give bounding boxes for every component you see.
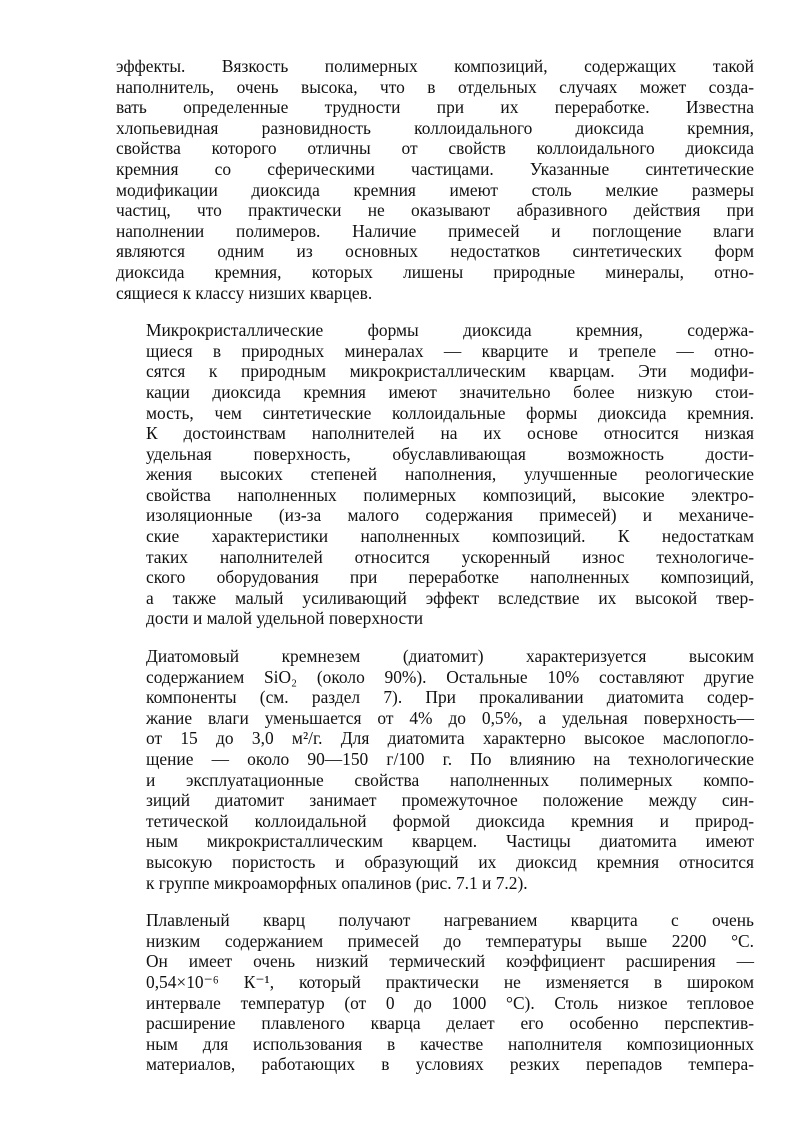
text-line: наполнитель, очень высока, что в отдельных случаях может созда- [116, 76, 754, 97]
paragraph-4 [116, 910, 754, 1075]
text-line: дости и малой удельной поверхности [146, 608, 424, 629]
text-line: расширение плавленого кварца делает его особенно перспектив- [146, 1013, 754, 1034]
text-line: компоненты (см. раздел 7). При прокаливании диатомита содер- [146, 687, 754, 708]
text-line: наполнении полимеров. Наличие примесей и поглощение влаги [116, 220, 754, 241]
text-line: интервале температур (от 0 до 1000 °С). Столь низкое тепловое [146, 992, 754, 1013]
text-line: кремния со сферическими частицами. Указанные синтетические [116, 158, 754, 179]
paragraph-1 [116, 56, 754, 303]
text-line: изоляционные (из-за малого содержания примесей) и механиче- [146, 505, 754, 526]
paragraph-2 [116, 320, 754, 629]
text-line: зиций диатомит занимает промежуточное положение между син- [146, 790, 754, 811]
text-line: ского оборудования при переработке наполненных композиций, [146, 567, 754, 588]
text-line: хлопьевидная разновидность коллоидального диоксида кремния, [116, 117, 754, 138]
text-line: ские характеристики наполненных композиций. К недостаткам [146, 526, 754, 547]
text-line: жание влаги уменьшается от 4% до 0,5%, а удельная поверхность— [146, 707, 754, 728]
text-line: удельная поверхность, обуславливающая возможность дости- [146, 443, 754, 464]
text-line: низким содержанием примесей до температуры выше 2200 °С. [146, 930, 754, 951]
text-line: а также малый усиливающий эффект вследствие их высокой твер- [146, 587, 754, 608]
text-line: от 15 до 3,0 м²/г. Для диатомита характерно высокое маслопогло- [146, 728, 754, 749]
text-line: к группе микроаморфных опалинов (рис. 7.1 и 7.2). [146, 872, 528, 893]
text-line: и эксплуатационные свойства наполненных полимерных компо- [146, 769, 754, 790]
text-line: являются одним из основных недостатков синтетических форм [116, 241, 754, 262]
text-line: свойства которого отличны от свойств коллоидального диоксида [116, 138, 754, 159]
text-line: эффекты. Вязкость полимерных композиций, содержащих такой [116, 56, 754, 76]
text-line: кации диоксида кремния имеют значительно более низкую стои- [146, 381, 754, 402]
text-line: ным для использования в качестве наполнителя композиционных [146, 1033, 754, 1054]
text-line: содержанием SiO₂ (около 90%). Остальные 10% составляют другие [146, 666, 754, 687]
text-line: вать определенные трудности при их переработке. Известна [116, 97, 754, 118]
paragraph-3 [116, 646, 754, 893]
text-line: тетической коллоидальной формой диоксида кремния и природ- [146, 810, 754, 831]
text-line: щиеся в природных минералах — кварците и трепеле — отно- [146, 340, 754, 361]
text-line: сятся к природным микрокристаллическим кварцам. Эти модифи- [146, 361, 754, 382]
text-line: Микрокристаллические формы диоксида кремния, содержа- [146, 320, 754, 341]
text-line: модификации диоксида кремния имеют столь мелкие размеры [116, 179, 754, 200]
text-line: мость, чем синтетические коллоидальные формы диоксида кремния. [146, 402, 754, 423]
text-line: частиц, что практически не оказывают абразивного действия при [116, 200, 754, 221]
text-line: Плавленый кварц получают нагреванием кварцита с очень [146, 910, 754, 931]
text-line: сящиеся к классу низших кварцев. [116, 282, 373, 303]
text-line: высокую пористость и образующий их диоксид кремния относится [146, 851, 754, 872]
document-page [116, 56, 754, 1075]
text-line: диоксида кремния, которых лишены природные минералы, отно- [116, 261, 754, 282]
text-line: жения высоких степеней наполнения, улучшенные реологические [146, 464, 754, 485]
text-line: таких наполнителей относится ускоренный износ технологиче- [146, 546, 754, 567]
text-line: 0,54×10⁻⁶ К⁻¹, который практически не изменяется в широком [146, 971, 754, 992]
text-line: К достоинствам наполнителей на их основе относится низкая [146, 423, 754, 444]
text-line: Диатомовый кремнезем (диатомит) характеризуется высоким [146, 646, 754, 667]
text-line: свойства наполненных полимерных композиций, высокие электро- [146, 484, 754, 505]
text-line: ным микрокристаллическим кварцем. Частицы диатомита имеют [146, 831, 754, 852]
text-line: щение — около 90—150 г/100 г. По влиянию на технологические [146, 749, 754, 769]
text-line: материалов, работающих в условиях резких перепадов темпера- [146, 1054, 754, 1075]
text-line: Он имеет очень низкий термический коэффициент расширения — [146, 951, 754, 972]
